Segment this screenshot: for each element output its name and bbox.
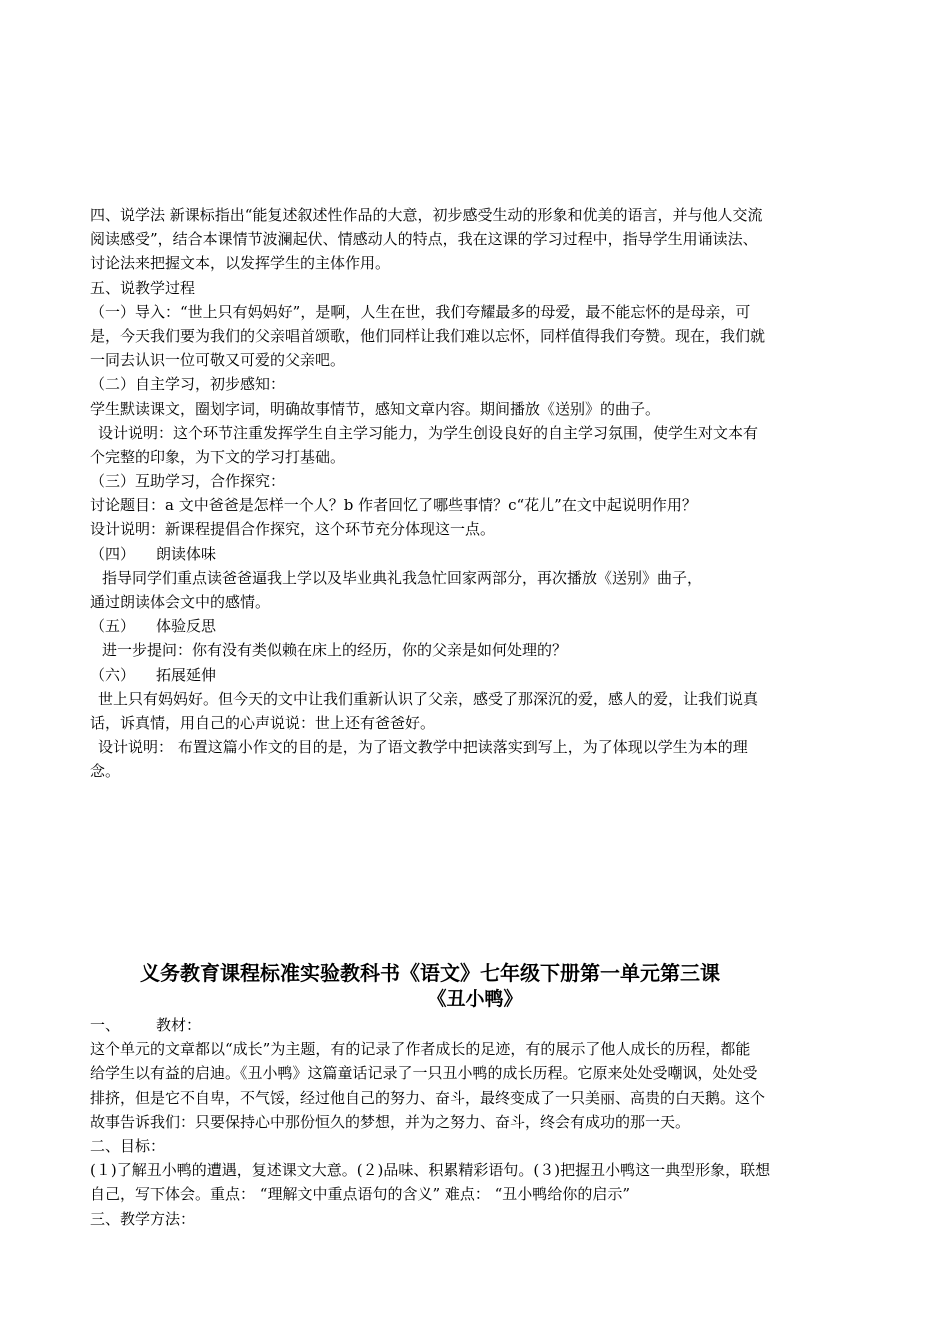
- item-number: （六）: [90, 665, 136, 684]
- paragraph-line: 念。: [90, 762, 121, 781]
- paragraph-line: 一同去认识一位可敬又可爱的父亲吧。: [90, 351, 346, 370]
- paragraph-line: 学生默读课文，圈划字词，明确故事情节，感知文章内容。期间播放《送别》的曲子。: [90, 399, 661, 418]
- paragraph-line: 设计说明：新课程提倡合作探究，这个环节充分体现这一点。: [90, 520, 496, 539]
- paragraph-line: 自己，写下体会。重点： “理解文中重点语句的含义” 难点： “丑小鸭给你的启示”: [90, 1185, 630, 1204]
- paragraph-line: 世上只有妈妈好。但今天的文中让我们重新认识了父亲，感受了那深沉的爱，感人的爱，让我们说真: [98, 689, 759, 708]
- item-number: 一、: [90, 1016, 121, 1034]
- paragraph-line: 是，今天我们要为我们的父亲唱首颂歌，他们同样让我们难以忘怀，同样值得我们夸赞。现在，我们就: [90, 326, 766, 345]
- subheading: [90, 663, 860, 687]
- paragraph-line: 设计说明：这个环节注重发挥学生自主学习能力，为学生创设良好的自主学习氛围，使学生对文本有: [98, 423, 759, 442]
- paragraph-line: 个完整的印象，为下文的学习打基础。: [90, 447, 346, 466]
- item-title: 拓展延伸: [156, 665, 217, 684]
- paragraph-line: 这个单元的文章都以“成长”为主题，有的记录了作者成长的足迹，有的展示了他人成长的历程，都能: [90, 1040, 751, 1059]
- paragraph-line: 进一步提问：你有没有类似赖在床上的经历，你的父亲是如何处理的？: [102, 641, 568, 660]
- paragraph-line: 给学生以有益的启迪。《丑小鸭》这篇童话记录了一只丑小鸭的成长历程。它原来处处受嘲讽，处处受: [90, 1064, 758, 1083]
- section-heading: 二、目标：: [90, 1136, 166, 1155]
- subheading: [90, 614, 860, 638]
- item-title: 朗读体味: [156, 544, 217, 563]
- lesson-plan-section-2: [90, 1013, 860, 1231]
- paragraph-line: 故事告诉我们：只要保持心中那份恒久的梦想，并为之努力、奋斗，终会有成功的那一天。: [90, 1112, 691, 1131]
- paragraph-line: 讨论法来把握文本，以发挥学生的主体作用。: [90, 254, 391, 273]
- paragraph-line: (１)了解丑小鸭的遭遇，复述课文大意。(２)品味、积累精彩语句。(３)把握丑小鸭这一典型形象，联想: [90, 1161, 771, 1180]
- subheading: [90, 542, 860, 566]
- paragraph-line: 讨论题目：a 文中爸爸是怎样一个人？b 作者回忆了哪些事情？c“花儿”在文中起说明作用？: [90, 496, 697, 515]
- subheading: （三）互助学习，合作探究：: [90, 472, 286, 491]
- item-number: （四）: [90, 544, 136, 563]
- paragraph-line: 通过朗读体会文中的感情。: [90, 593, 271, 611]
- paragraph-line: 话，诉真情，用自己的心声说说：世上还有爸爸好。: [90, 713, 436, 732]
- section-heading: [90, 1013, 860, 1037]
- subheading: （二）自主学习，初步感知：: [90, 375, 286, 394]
- item-title: 体验反思: [156, 617, 217, 636]
- document-title: 义务教育课程标准实验教科书《语文》七年级下册第一单元第三课: [140, 961, 720, 985]
- item-number: （五）: [90, 617, 136, 636]
- document-subtitle: 《丑小鸭》: [427, 988, 523, 1010]
- paragraph-line: 指导同学们重点读爸爸逼我上学以及毕业典礼我急忙回家两部分，再次播放《送别》曲子，: [102, 568, 703, 587]
- paragraph-line: 四、说学法 新课标指出“能复述叙述性作品的大意，初步感受生动的形象和优美的语言，并与他人交流: [90, 206, 763, 224]
- item-title: 教材：: [156, 1016, 202, 1034]
- paragraph-line: 阅读感受”，结合本课情节波澜起伏、情感动人的特点，我在这课的学习过程中，指导学生用诵读法、: [90, 230, 758, 249]
- paragraph-line: 设计说明： 布置这篇小作文的目的是，为了语文教学中把读落实到写上，为了体现以学生为本的理: [98, 738, 748, 757]
- lesson-plan-section-1: [90, 203, 860, 784]
- paragraph-line: 排挤，但是它不自卑，不气馁，经过他自己的努力、奋斗，最终变成了一只美丽、高贵的白天鹅。这个: [90, 1088, 766, 1107]
- section-heading: 三、教学方法：: [90, 1209, 196, 1228]
- section-heading: 五、说教学过程: [90, 278, 196, 297]
- paragraph-line: （一）导入：“世上只有妈妈好”，是啊，人生在世，我们夸耀最多的母爱，最不能忘怀的是母亲，可: [90, 302, 751, 321]
